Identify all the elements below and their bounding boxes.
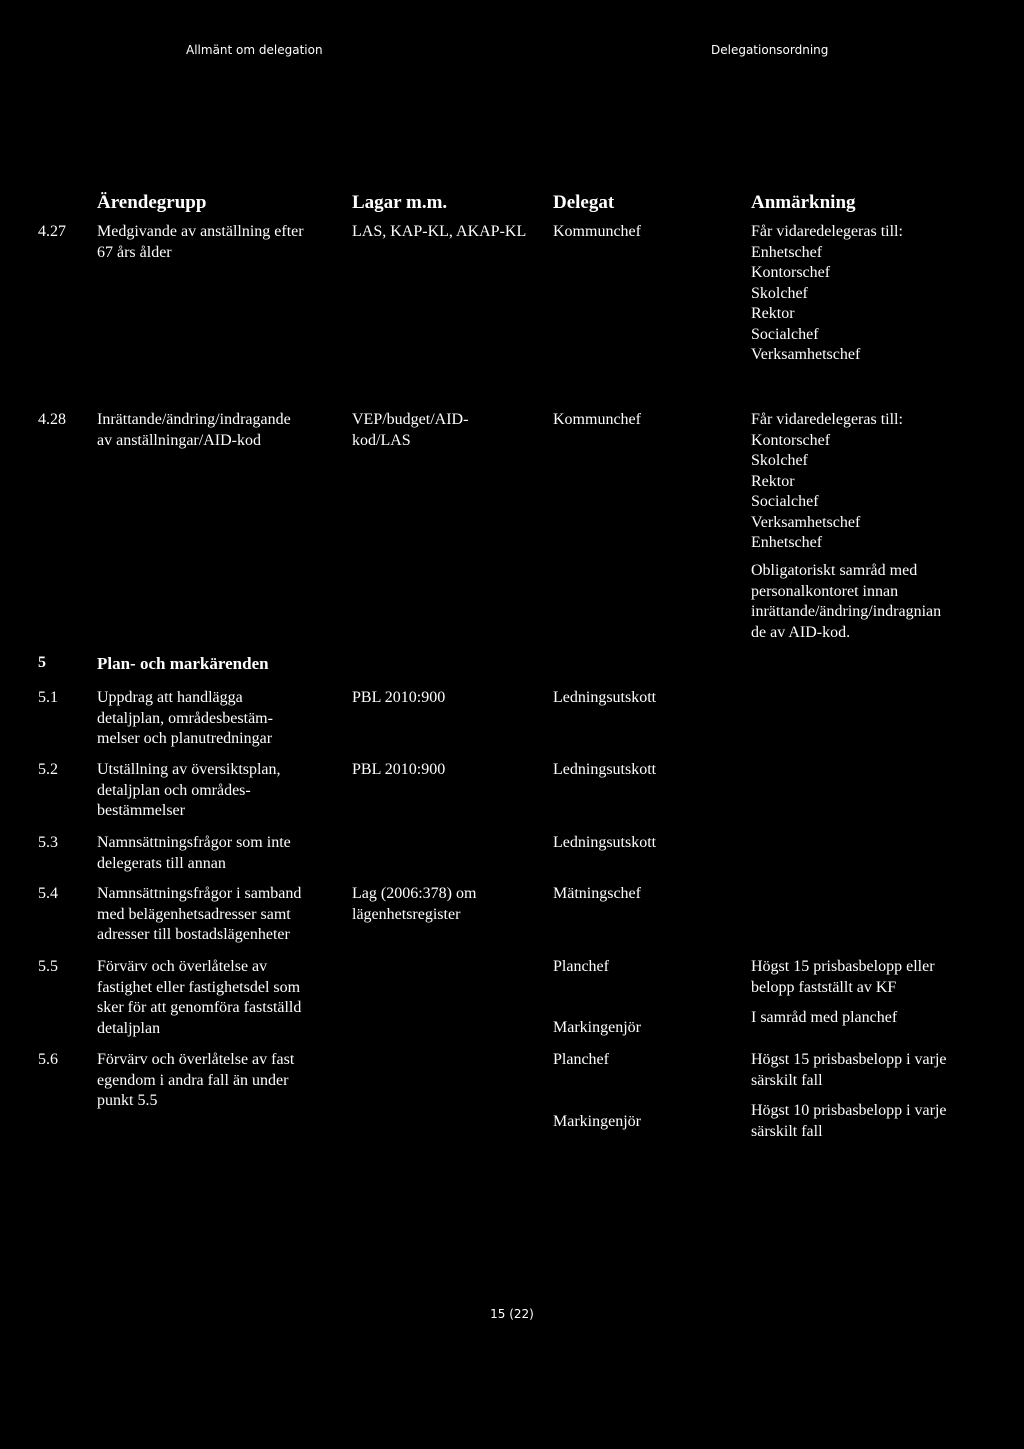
- row-note-line: Verksamhetschef: [751, 513, 861, 531]
- row-delegate: Mätningschef: [553, 885, 641, 902]
- row-group-line: punkt 5.5: [97, 1092, 158, 1109]
- row-group-line: detaljplan, områdesbestäm-: [97, 709, 273, 727]
- row-note-line: Kontorschef: [751, 264, 831, 281]
- row-delegate-secondary: Markingenjör: [553, 1019, 641, 1036]
- row-note-line: inrättande/ändring/indragnian: [751, 603, 942, 620]
- row-group: [97, 957, 347, 1039]
- row-note-line: I samråd med planchef: [751, 1009, 898, 1026]
- row-note: [751, 1050, 1021, 1091]
- row-note-line: Socialchef: [751, 493, 819, 510]
- row-group: [97, 833, 347, 874]
- row-delegate-line: Kommunchef: [553, 411, 641, 428]
- row-note-line: Obligatoriskt samråd med: [751, 562, 918, 579]
- row-note-line: Högst 15 prisbasbelopp eller: [751, 958, 935, 975]
- row-group-line: fastighet eller fastighetsdel som: [97, 978, 301, 996]
- row-law-line: VEP/budget/AID-: [352, 411, 469, 428]
- row-group-line: bestämmelser: [97, 802, 185, 819]
- row-note-line: Får vidaredelegeras till:: [751, 411, 903, 428]
- row-group-line: Medgivande av anställning efter: [97, 223, 304, 240]
- row-group: [97, 884, 347, 946]
- row-group-line: av anställningar/AID-kod: [97, 431, 261, 449]
- row-group-line: Inrättande/ändring/indragande: [97, 411, 291, 428]
- row-law: PBL 2010:900: [352, 689, 446, 706]
- row-number: 5.1: [38, 689, 58, 706]
- row-group: [97, 410, 347, 451]
- row-delegate: Ledningsutskott: [553, 834, 657, 851]
- row-group-line: adresser till bostadslägenheter: [97, 926, 290, 943]
- row-note-line: Verksamhetschef: [751, 346, 861, 363]
- row-delegate-secondary: Markingenjör: [553, 1113, 641, 1130]
- row-law: [352, 410, 542, 451]
- row-note-line: Rektor: [751, 305, 795, 322]
- row-delegate-primary: Planchef: [553, 1051, 609, 1068]
- row-group-line: Förvärv och överlåtelse av fast: [97, 1051, 295, 1068]
- row-group: [97, 688, 347, 750]
- row-note: [751, 410, 1021, 554]
- row-group-line: melser och planutredningar: [97, 730, 273, 747]
- running-header-left: Allmänt om delegation: [186, 43, 323, 57]
- row-group-line: Namnsättningsfrågor i samband: [97, 885, 302, 902]
- row-group-line: med belägenhetsadresser samt: [97, 905, 291, 923]
- row-delegate: [553, 222, 743, 243]
- row-note-line: Enhetschef: [751, 243, 823, 261]
- row-group-line: Uppdrag att handlägga: [97, 689, 243, 706]
- row-number: 5.2: [38, 761, 58, 778]
- row-note-line: Får vidaredelegeras till:: [751, 223, 903, 240]
- row-note-secondary: [751, 1008, 1021, 1029]
- row-note-line: Rektor: [751, 472, 795, 490]
- row-delegate: Ledningsutskott: [553, 689, 657, 706]
- column-heading-group: Ärendegrupp: [97, 192, 207, 213]
- row-group-line: egendom i andra fall än under: [97, 1071, 289, 1089]
- row-group-line: Förvärv och överlåtelse av: [97, 958, 268, 975]
- row-delegate: Ledningsutskott: [553, 761, 657, 778]
- row-group: [97, 222, 347, 263]
- row-note-line: särskilt fall: [751, 1071, 823, 1089]
- section-title: Plan- och markärenden: [97, 654, 269, 673]
- row-delegate-line: Kommunchef: [553, 223, 641, 240]
- row-delegate: [553, 410, 743, 431]
- row-law: [352, 884, 542, 925]
- running-header-right: Delegationsordning: [711, 43, 829, 57]
- row-group-line: 67 års ålder: [97, 243, 172, 261]
- row-group-line: detaljplan och områdes-: [97, 781, 251, 799]
- row-note-line: särskilt fall: [751, 1122, 823, 1140]
- column-heading-note: Anmärkning: [751, 192, 856, 213]
- row-number: 5.5: [38, 958, 58, 975]
- row-group-line: Utställning av översiktsplan,: [97, 761, 281, 778]
- row-number: 5.4: [38, 885, 58, 902]
- row-group-line: sker för att genomföra fastställd: [97, 999, 302, 1016]
- row-note: [751, 957, 1021, 998]
- row-law: [352, 222, 542, 243]
- row-note-line: Högst 10 prisbasbelopp i varje: [751, 1102, 947, 1119]
- row-note-line: Socialchef: [751, 325, 819, 343]
- row-law-line: lägenhetsregister: [352, 905, 461, 923]
- row-group: [97, 1050, 347, 1112]
- page-number: 15 (22): [490, 1307, 534, 1321]
- row-note-line: Skolchef: [751, 284, 808, 302]
- row-note-line: Högst 15 prisbasbelopp i varje: [751, 1051, 947, 1068]
- row-note-line: Enhetschef: [751, 534, 823, 551]
- row-law-line: LAS, KAP-KL, AKAP-KL: [352, 223, 527, 240]
- section-number: 5: [38, 654, 46, 671]
- row-number: 5.6: [38, 1051, 58, 1068]
- column-heading-delegate: Delegat: [553, 192, 615, 213]
- row-number: 4.27: [38, 223, 66, 240]
- row-note: [751, 222, 1021, 366]
- row-group-line: delegerats till annan: [97, 854, 226, 872]
- row-law-line: Lag (2006:378) om: [352, 885, 477, 902]
- row-number: 4.28: [38, 411, 66, 428]
- row-note-line: de av AID-kod.: [751, 623, 851, 641]
- row-note-line: belopp fastställt av KF: [751, 978, 897, 996]
- row-number: 5.3: [38, 834, 58, 851]
- column-heading-law: Lagar m.m.: [352, 192, 448, 213]
- row-note-secondary: [751, 1101, 1021, 1142]
- row-note-remark: [751, 561, 1021, 643]
- row-delegate-primary: Planchef: [553, 958, 609, 975]
- row-note-line: personalkontoret innan: [751, 582, 899, 600]
- row-law-line: kod/LAS: [352, 431, 411, 449]
- row-group-line: detaljplan: [97, 1019, 161, 1037]
- row-note-line: Kontorschef: [751, 431, 831, 449]
- row-group: [97, 760, 347, 822]
- row-note-line: Skolchef: [751, 452, 808, 469]
- row-law: PBL 2010:900: [352, 761, 446, 778]
- row-group-line: Namnsättningsfrågor som inte: [97, 834, 291, 851]
